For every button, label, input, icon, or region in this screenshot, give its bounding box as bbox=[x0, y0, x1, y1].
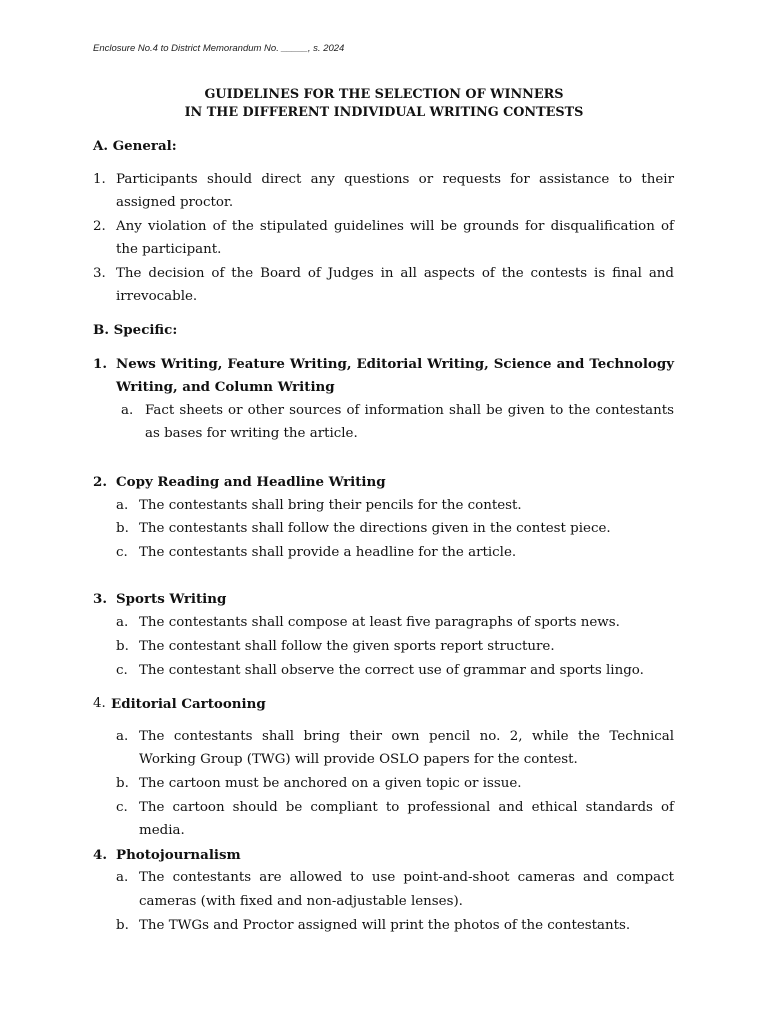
general-item-3-line-2: irrevocable. bbox=[116, 289, 198, 304]
specific-5-item-a-line-1: The contestants are allowed to use point-and-shoot cameras and compact bbox=[139, 870, 674, 885]
specific-2-item-a-letter: a. bbox=[116, 498, 129, 513]
specific-2-item-a-text: The contestants shall bring their pencils for the contest. bbox=[139, 498, 522, 513]
specific-2-item-b-letter: b. bbox=[116, 521, 129, 536]
specific-1-title-line-2: Writing, and Column Writing bbox=[116, 379, 335, 395]
section-specific-heading-text: B. Specific: bbox=[93, 322, 178, 338]
specific-4-number: 4. bbox=[93, 696, 106, 711]
specific-4-item-a-line-1: The contestants shall bring their own pencil no. 2, while the Technical bbox=[139, 729, 674, 744]
specific-2-title-text: Copy Reading and Headline Writing bbox=[116, 474, 386, 490]
general-item-1-line-1: Participants should direct any questions or requests for assistance to their bbox=[116, 172, 674, 187]
specific-2-item-c-text: The contestants shall provide a headline for the article. bbox=[139, 545, 517, 560]
specific-3-number: 3. bbox=[93, 591, 107, 607]
specific-4-item-a-line-2: Working Group (TWG) will provide OSLO papers for the contest. bbox=[139, 752, 578, 767]
specific-1-item-a-line-1: Fact sheets or other sources of information shall be given to the contestants bbox=[145, 403, 674, 418]
specific-5-item-a-line-2: cameras (with fixed and non-adjustable lenses). bbox=[139, 894, 463, 909]
specific-1-item-a-line-2: as bases for writing the article. bbox=[145, 426, 358, 441]
specific-2-number: 2. bbox=[93, 474, 107, 490]
specific-3-item-a-text: The contestants shall compose at least five paragraphs of sports news. bbox=[139, 615, 620, 630]
specific-4-item-b-text: The cartoon must be anchored on a given topic or issue. bbox=[139, 776, 522, 791]
specific-2-item-b-text: The contestants shall follow the directions given in the contest piece. bbox=[139, 521, 611, 536]
general-item-3-line-1: The decision of the Board of Judges in all aspects of the contests is final and bbox=[116, 266, 674, 281]
document-title-line-2: IN THE DIFFERENT INDIVIDUAL WRITING CONTESTS bbox=[184, 105, 584, 120]
specific-3-title-text: Sports Writing bbox=[116, 591, 227, 607]
specific-1-number: 1. bbox=[93, 356, 107, 372]
general-item-1-line-2: assigned proctor. bbox=[116, 195, 234, 210]
specific-1-item-a-letter: a. bbox=[121, 403, 134, 418]
specific-4-item-b-letter: b. bbox=[116, 776, 129, 791]
specific-4-title-text: Editorial Cartooning bbox=[111, 696, 266, 712]
specific-5-number: 4. bbox=[93, 847, 107, 863]
general-item-1-number: 1. bbox=[93, 172, 106, 187]
general-item-2-line-2: the participant. bbox=[116, 242, 222, 257]
specific-3-item-b-text: The contestant shall follow the given sports report structure. bbox=[139, 639, 555, 654]
specific-5-title-text: Photojournalism bbox=[116, 847, 241, 863]
specific-4-item-c-letter: c. bbox=[116, 800, 128, 815]
specific-5-item-b-letter: b. bbox=[116, 918, 129, 933]
general-item-3-number: 3. bbox=[93, 266, 106, 281]
general-item-2-line-1: Any violation of the stipulated guidelines will be grounds for disqualification of bbox=[116, 219, 674, 234]
specific-3-item-b-letter: b. bbox=[116, 639, 129, 654]
specific-3-item-c-letter: c. bbox=[116, 663, 128, 678]
specific-2-item-c-letter: c. bbox=[116, 545, 128, 560]
specific-3-item-a-letter: a. bbox=[116, 615, 129, 630]
specific-4-item-a-letter: a. bbox=[116, 729, 129, 744]
specific-4-item-c-line-2: media. bbox=[139, 823, 185, 838]
enclosure-header: Enclosure No.4 to District Memorandum No. _____, s. 2024 bbox=[93, 43, 345, 54]
specific-5-item-b-text: The TWGs and Proctor assigned will print the photos of the contestants. bbox=[139, 918, 631, 933]
specific-5-item-a-letter: a. bbox=[116, 870, 129, 885]
general-item-2-number: 2. bbox=[93, 219, 106, 234]
specific-3-item-c-text: The contestant shall observe the correct use of grammar and sports lingo. bbox=[139, 663, 644, 678]
specific-1-title-line-1: News Writing, Feature Writing, Editorial Writing, Science and Technology bbox=[116, 356, 674, 372]
document-title-line-1: GUIDELINES FOR THE SELECTION OF WINNERS bbox=[204, 87, 564, 102]
section-general-heading-text: A. General: bbox=[93, 138, 177, 154]
specific-4-item-c-line-1: The cartoon should be compliant to professional and ethical standards of bbox=[139, 800, 674, 815]
